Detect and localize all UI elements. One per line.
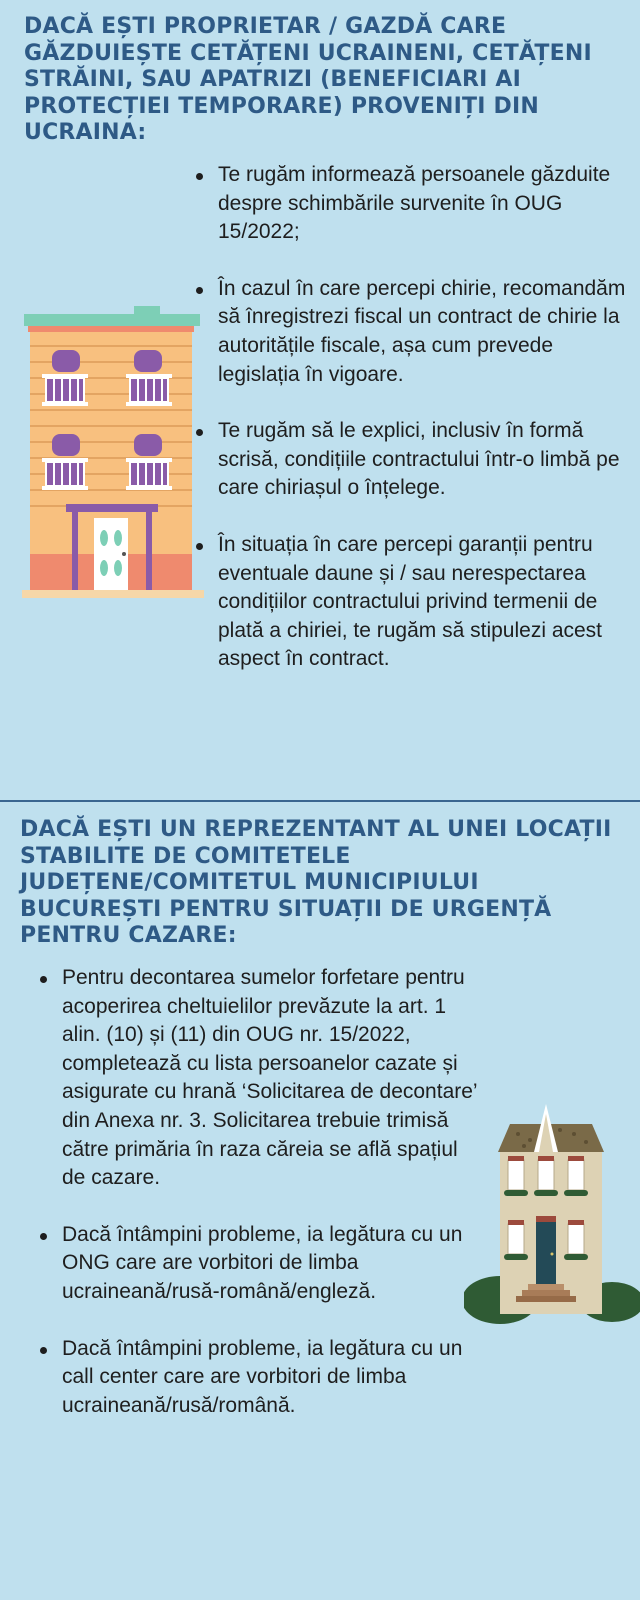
section1-bullet-2: În cazul în care percepi chirie, recomandăm să înregistrezi fiscal un contract de chirie la autoritățile fiscale, așa cum prevede legislația în vigoare. <box>196 275 628 389</box>
section1-bullet-3: Te rugăm să le explici, inclusiv în formă scrisă, condițiile contractului într-o limbă pe care chiriașul o înțelege. <box>196 417 628 503</box>
section2-bullet-1: Pentru decontarea sumelor forfetare pentru acoperirea cheltuielilor prevăzute la art. 1 alin. (10) și (11) din OUG nr. 15/2022, completează cu lista persoanelor cazate și asigurate cu hrană ‘Solicitarea de decontare’ din Anexa nr. 3. Solicitarea trebuie trimisă către primăria în raza căreia se află spațiul de cazare. <box>40 964 480 1193</box>
townhouse-illustration <box>464 1104 640 1330</box>
section2-bullet-2: Dacă întâmpini probleme, ia legătura cu un ONG care are vorbitori de limba ucraineană/rusă-română/engleză. <box>40 1221 480 1307</box>
section1-bullet-1: Te rugăm informează persoanele găzduite despre schimbările survenite în OUG 15/2022; <box>196 161 628 247</box>
section1-bullet-4: În situația în care percepi garanții pentru eventuale daune și / sau nerespectarea condițiilor contractului privind termenii de plată a chiriei, te rugăm să stipulezi acest aspect în contract. <box>196 531 628 674</box>
section2-bullet-list <box>40 964 480 1448</box>
section1-heading: DACĂ EȘTI PROPRIETAR / GAZDĂ CARE GĂZDUIEȘTE CETĂȚENI UCRAINENI, CETĂȚENI STRĂINI, SAU APATRIZI (BENEFICIARI AI PROTECȚIEI TEMPORARE) PROVENIȚI DIN UCRAINA: <box>24 14 592 145</box>
section1-bullet-list <box>196 161 628 702</box>
section2-heading: DACĂ EȘTI UN REPREZENTANT AL UNEI LOCAȚII STABILITE DE COMITETELE JUDEȚENE/COMITETUL MUNICIPIULUI BUCUREȘTI PENTRU SITUAȚII DE URGENȚĂ PENTRU CAZARE: <box>20 817 612 948</box>
apartment-building-illustration <box>22 306 204 604</box>
section-divider <box>0 800 640 802</box>
section2-bullet-3: Dacă întâmpini probleme, ia legătura cu un call center care are vorbitori de limba ucraineană/rusă/română. <box>40 1335 480 1421</box>
